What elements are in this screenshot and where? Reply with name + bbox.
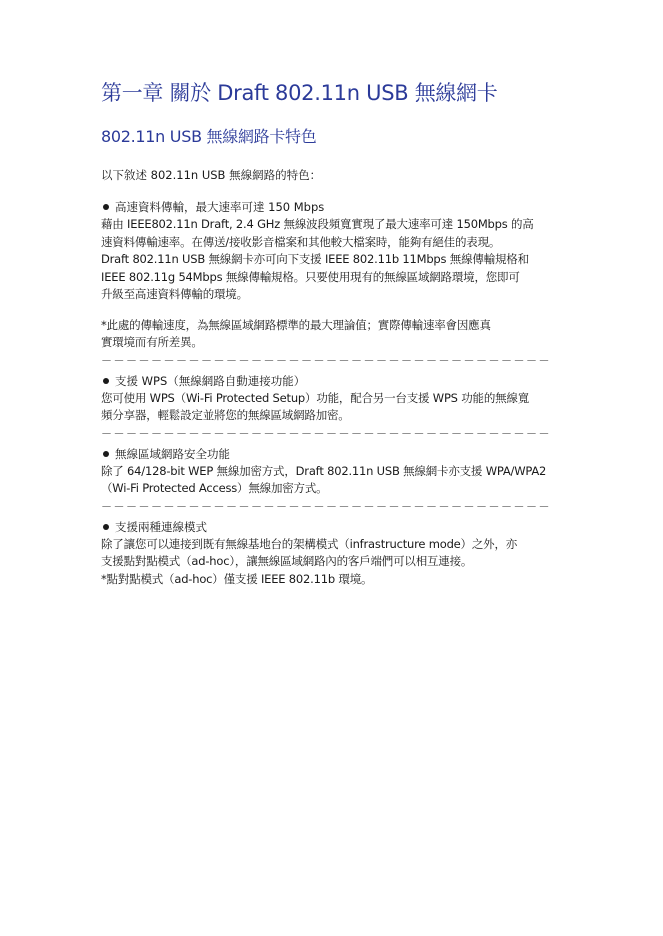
feature-heading-text: 支援 WPS（無線網路自動連接功能） <box>115 373 306 388</box>
feature-heading-text: 無線區域網路安全功能 <box>115 446 230 461</box>
body-line: 您可使用 WPS（Wi-Fi Protected Setup）功能，配合另一台支援 WPS 功能的無線寬 <box>101 390 530 405</box>
body-line: *點對點模式（ad-hoc）僅支援 IEEE 802.11b 環境。 <box>101 571 373 586</box>
body-line: 頻分享器，輕鬆設定並將您的無線區域網路加密。 <box>101 408 350 422</box>
bullet-icon <box>103 451 109 457</box>
feature-wps <box>101 372 563 425</box>
feature-high-speed <box>101 198 563 352</box>
bullet-icon <box>103 524 109 530</box>
body-line: 除了 64/128-bit WEP 無線加密方式，Draft 802.11n USB 無線網卡亦支援 WPA/WPA2 <box>101 463 547 478</box>
document-page <box>101 78 563 588</box>
note-line: 實環境而有所差異。 <box>101 335 203 349</box>
dashed-divider: －－－－－－－－－－－－－－－－－－－－－－－－－－－－－－－－－－－－ <box>101 426 551 440</box>
dashed-divider: －－－－－－－－－－－－－－－－－－－－－－－－－－－－－－－－－－－－ <box>101 353 551 367</box>
feature-heading-text: 支援兩種連線模式 <box>115 519 207 534</box>
body-line: 速資料傳輸速率。在傳送/接收影音檔案和其他較大檔案時，能夠有絕佳的表現。 <box>101 234 501 249</box>
note-line: *此處的傳輸速度，為無線區域網路標準的最大理論值；實際傳輸速率會因應真 <box>101 317 491 332</box>
bullet-icon <box>103 378 109 384</box>
chapter-title: 第一章 關於 Draft 802.11n USB 無線網卡 <box>101 81 498 105</box>
body-line: 藉由 IEEE802.11n Draft, 2.4 GHz 無線波段頻寬實現了最大速率可達 150Mbps 的高 <box>101 217 534 231</box>
feature-heading <box>101 372 563 390</box>
body-line: 支援點對點模式（ad-hoc），讓無線區域網路內的客戶端們可以相互連接。 <box>101 554 473 568</box>
body-line: IEEE 802.11g 54Mbps 無線傳輸規格。只要使用現有的無線區域網路環境，您即可 <box>101 269 520 284</box>
section-title: 802.11n USB 無線網路卡特色 <box>101 127 317 146</box>
feature-heading <box>101 518 563 536</box>
feature-heading <box>101 198 563 216</box>
feature-security <box>101 445 563 498</box>
intro-text: 以下敘述 802.11n USB 無線網路的特色： <box>101 168 322 182</box>
body-line: 除了讓您可以連接到既有無線基地台的架構模式（infrastructure mode）之外，亦 <box>101 536 518 551</box>
feature-heading <box>101 445 563 463</box>
body-line: Draft 802.11n USB 無線網卡亦可向下支援 IEEE 802.11b 11Mbps 無線傳輸規格和 <box>101 252 529 266</box>
body-line: （Wi-Fi Protected Access）無線加密方式。 <box>101 481 328 495</box>
body-line: 升級至高速資料傳輸的環境。 <box>101 287 248 301</box>
dashed-divider: －－－－－－－－－－－－－－－－－－－－－－－－－－－－－－－－－－－－ <box>101 499 551 513</box>
feature-heading-text: 高速資料傳輸，最大速率可達 150 Mbps <box>115 200 325 214</box>
feature-connection-modes <box>101 518 563 589</box>
bullet-icon <box>103 204 109 210</box>
